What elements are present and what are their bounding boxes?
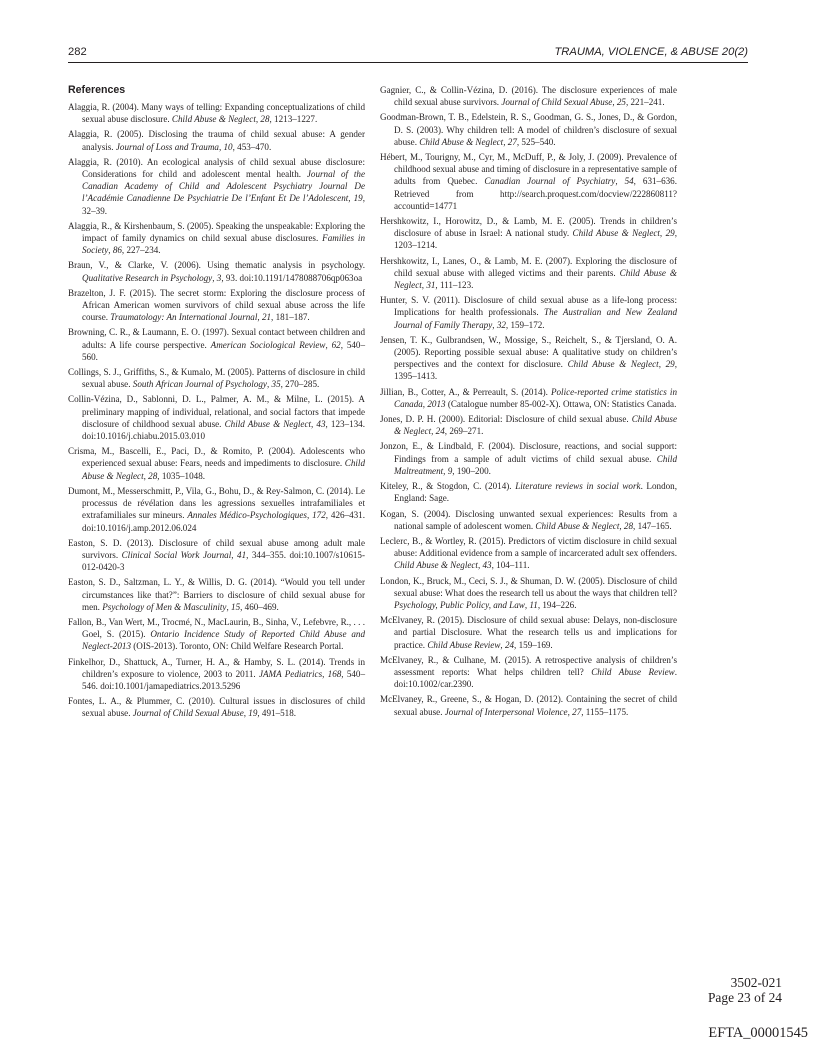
reference-volume: 43	[482, 560, 492, 571]
reference-entry	[380, 255, 677, 292]
reference-text: , 460–469.	[240, 601, 279, 612]
reference-entry	[380, 654, 677, 691]
reference-source: JAMA Pediatrics	[258, 668, 323, 679]
reference-text: ,	[492, 319, 497, 330]
reference-source: Child Abuse & Neglect	[419, 136, 504, 147]
reference-volume: 31	[426, 280, 436, 291]
reference-text: , 123–134. doi:10.1016/j.chiabu.2015.03.010	[82, 418, 365, 442]
reference-source: Psychology of Men & Masculinity	[102, 601, 227, 612]
reference-text: , 190–200.	[452, 465, 491, 476]
reference-entry	[380, 480, 677, 504]
reference-source: Child Abuse & Neglect	[171, 114, 256, 125]
reference-text: Collin-Vézina, D., Sablonni, D. L., Palmer, A. M., & Milne, L. (2015). A preliminary mapping of individual, relational, and social factors that impede disclosure of childhood sexual abuse.	[68, 394, 365, 429]
reference-text: ,	[615, 176, 625, 187]
reference-volume: 3	[216, 272, 222, 283]
reference-text: Leclerc, B., & Wortley, R. (2015). Predictors of victim disclosure in child sexual abuse: Additional evidence from a sample of incarcerated adult sex offenders.	[380, 535, 677, 559]
reference-entry	[380, 693, 677, 717]
header-rule	[68, 62, 748, 63]
reference-source: Child Abuse & Neglect	[82, 458, 365, 481]
reference-volume: 19	[353, 193, 363, 204]
reference-text: ,	[431, 426, 436, 437]
reference-entry	[68, 616, 365, 653]
bates-number: EFTA_00001545	[708, 1025, 808, 1041]
reference-text: ,	[257, 312, 262, 323]
reference-source: Child Abuse & Neglect	[567, 359, 659, 370]
reference-volume: 86	[112, 245, 122, 256]
reference-text: Jensen, T. K., Gulbrandsen, W., Mossige, S., Reichelt, S., & Tjersland, O. A. (2005). Reporting possible sexual abuse: A qualitative study on children’s perspectives and the context for disclosure.	[380, 334, 677, 370]
reference-entry	[68, 259, 365, 283]
reference-text: Jillian, B., Cotter, A., & Perreault, S. (2014).	[380, 386, 551, 397]
reference-text: , 104–111.	[491, 560, 530, 571]
reference-volume: 11	[529, 599, 538, 610]
reference-volume: 9	[447, 465, 453, 476]
reference-source: Psychology, Public Policy, and Law	[394, 599, 525, 610]
reference-entry	[68, 287, 365, 324]
reference-source: Journal of Child Sexual Abuse	[132, 708, 244, 719]
reference-text: McElvaney, R. (2015). Disclosure of child sexual abuse: Delays, non-disclosure and partial Disclosure. What the research tells us and implications for practice.	[380, 615, 677, 650]
reference-text: ,	[659, 228, 666, 239]
reference-text: , 32–39.	[82, 193, 365, 216]
reference-text: Hébert, M., Tourigny, M., Cyr, M., McDuff, P., & Joly, J. (2009). Prevalence of childhood sexual abuse and timing of disclosure in a representative sample of adults from Quebec.	[380, 152, 677, 187]
reference-text: , 1035–1048.	[157, 470, 206, 481]
reference-text: Jones, D. P. H. (2000). Editorial: Disclosure of child sexual abuse.	[380, 414, 632, 425]
reference-text: ,	[348, 193, 354, 204]
reference-text: , 525–540.	[516, 136, 556, 147]
reference-text: , 221–241.	[625, 97, 665, 108]
reference-entry	[68, 576, 365, 613]
reference-text: Kogan, S. (2004). Disclosing unwanted sexual experiences: Results from a national sample of adolescent women.	[380, 508, 677, 531]
reference-text: , 269–271.	[444, 426, 484, 437]
reference-volume: 28	[148, 470, 158, 481]
reference-text: ,	[619, 520, 624, 531]
reference-text: London, K., Bruck, M., Ceci, S. J., & Shuman, D. W. (2005). Disclosure of child sexual abuse: What does the research tell us about the ways that children tell?	[380, 575, 677, 598]
reference-text: ,	[226, 601, 232, 612]
reference-source: Child Abuse Review	[591, 666, 675, 677]
reference-source: Literature reviews in social work	[515, 481, 641, 492]
reference-entry	[380, 575, 677, 612]
reference-entry	[68, 101, 365, 125]
reference-entry	[380, 508, 677, 532]
reference-text: ,	[212, 272, 217, 283]
reference-text: Hershkowitz, I., Horowitz, D., & Lamb, M. E. (2005). Trends in children’s disclosure of abuse in Israel: A national study.	[380, 216, 677, 239]
reference-text: ,	[108, 245, 113, 256]
reference-entry	[380, 84, 677, 108]
reference-volume: 172	[312, 510, 326, 521]
reference-text: Easton, S. D. (2013). Disclosure of child sexual abuse among adult male survivors.	[68, 537, 365, 560]
reference-entry	[380, 294, 677, 331]
reference-text: ,	[325, 339, 332, 350]
reference-source: Clinical Social Work Journal	[121, 549, 232, 560]
reference-text: McElvaney, R., Greene, S., & Hogan, D. (2012). Containing the secret of child sexual abuse.	[380, 694, 677, 717]
reference-text: Alaggia, R., & Kirshenbaum, S. (2005). Speaking the unspeakable: Exploring the impact of family dynamics on child sexual abuse disclosures.	[68, 220, 365, 244]
reference-entry	[68, 366, 365, 390]
reference-source: Qualitative Research in Psychology	[82, 272, 213, 283]
reference-source: Police-reported crime statistics in Canada, 2013	[394, 386, 677, 409]
reference-volume: 24	[504, 639, 515, 650]
reference-text: ,	[231, 549, 238, 560]
reference-entry	[380, 440, 677, 477]
reference-entry	[68, 695, 365, 719]
reference-text: , 270–285.	[280, 379, 320, 390]
running-header	[68, 44, 748, 62]
reference-text: ,	[503, 136, 508, 147]
reference-entry	[380, 614, 677, 651]
reference-entry	[380, 413, 677, 437]
reference-source: Journal of Interpersonal Violence	[444, 706, 568, 717]
reference-text: Browning, C. R., & Laumann, E. O. (1997). Sexual contact between children and adults: A life course perspective.	[68, 327, 365, 350]
reference-volume: 25	[616, 97, 626, 108]
reference-volume: 10	[223, 141, 233, 152]
reference-text: (Catalogue number 85-002-X). Ottawa, ON: Statistics Canada.	[445, 398, 677, 409]
reference-text: ,	[322, 668, 328, 679]
reference-text: ,	[255, 114, 261, 125]
reference-text: ,	[243, 708, 249, 719]
reference-text: ,	[567, 706, 573, 717]
reference-source: Journal of Loss and Trauma	[115, 141, 219, 152]
reference-text: ,	[266, 379, 272, 390]
reference-source: Annales Médico-Psychologiques	[187, 510, 307, 521]
page-count: Page 23 of 24	[707, 989, 782, 1005]
reference-volume: 41	[237, 549, 247, 560]
reference-source: Child Abuse & Neglect	[224, 418, 312, 429]
reference-text: Hershkowitz, I., Lanes, O., & Lamb, M. E. (2007). Exploring the disclosure of child sexual abuse with alleged victims and their parents.	[380, 255, 677, 278]
reference-entry	[68, 656, 365, 693]
reference-source: Families in Society	[82, 233, 365, 256]
reference-volume: 29	[665, 359, 675, 370]
reference-text: ,	[421, 280, 427, 291]
reference-text: Jonzon, E., & Lindbald, F. (2004). Disclosure, reactions, and social support: Findings from a sample of adult victims of child sexual abuse.	[380, 441, 677, 464]
reference-text: , 1213–1227.	[269, 114, 318, 125]
reference-text: (OIS-2013). Toronto, ON: Child Welfare Research Portal.	[131, 641, 344, 652]
reference-text: Brazelton, J. F. (2015). The secret storm: Exploring the disclosure process of African American women survivors of child sexual abuse across the life course.	[68, 287, 365, 323]
reference-entry	[68, 393, 365, 442]
reference-source: Journal of Child Sexual Abuse	[501, 97, 613, 108]
reference-volume: 19	[248, 708, 258, 719]
reference-text: , 181–187.	[271, 312, 310, 323]
reference-source: Child Abuse & Neglect	[535, 520, 620, 531]
reference-source: Child Maltreatment	[394, 453, 677, 476]
reference-text: Easton, S. D., Saltzman, L. Y., & Willis, D. G. (2014). “Would you tell under circumstances like that?”: Barriers to disclosure of child sexual abuse for men.	[68, 577, 365, 612]
reference-volume: 54	[624, 176, 634, 187]
reference-text: , 227–234.	[121, 245, 161, 256]
reference-entry	[380, 151, 677, 212]
reference-text: , 159–169.	[514, 639, 553, 650]
page-number: 282	[68, 46, 87, 58]
reference-text: Dumont, M., Messerschmitt, P., Vila, G., Bohu, D., & Rey-Salmon, C. (2014). Le processus de révélation dans les agressions sexuelles intrafamiliales et extrafamiliales sur mineurs.	[68, 485, 365, 521]
references-heading: References	[68, 84, 126, 96]
reference-text: Goodman-Brown, T. B., Edelstein, R. S., Goodman, G. S., Jones, D., & Gordon, D. S. (2003). Why children tell: A model of children’s disclosure of sexual abuse.	[380, 112, 677, 147]
reference-text: , 453–470.	[232, 141, 272, 152]
reference-entry	[68, 220, 365, 257]
references-column-right	[380, 84, 677, 721]
reference-source: Child Abuse & Neglect	[394, 414, 678, 437]
reference-volume: 35	[271, 379, 281, 390]
reference-text: , 540–546. doi:10.1001/jamapediatrics.2013.5296	[82, 668, 366, 691]
reference-list-left	[68, 101, 365, 720]
journal-title: TRAUMA, VIOLENCE, & ABUSE 20(2)	[554, 46, 748, 58]
reference-text: . London, England: Sage.	[394, 481, 677, 504]
reference-text: ,	[143, 470, 149, 481]
reference-volume: 27	[507, 136, 517, 147]
reference-source: Traumatology: An International Journal	[110, 312, 258, 323]
reference-text: ,	[500, 639, 505, 650]
reference-source: Ontario Incidence Study of Reported Child Abuse and Neglect-2013	[82, 629, 365, 652]
reference-text: ,	[524, 599, 530, 610]
document-stamp	[708, 976, 782, 1005]
reference-text: , 1155–1175.	[581, 706, 629, 717]
reference-volume: 43	[316, 418, 326, 429]
reference-volume: 24	[435, 426, 445, 437]
reference-source: Child Abuse Review	[427, 639, 501, 650]
reference-text: Braun, V., & Clarke, V. (2006). Using thematic analysis in psychology.	[68, 260, 365, 271]
reference-volume: 28	[623, 520, 634, 531]
reference-text: McElvaney, R., & Culhane, M. (2015). A retrospective analysis of children’s assessment reports: What helps children tell?	[380, 654, 677, 677]
reference-volume: 28	[260, 114, 270, 125]
reference-text: , 147–165.	[633, 520, 672, 531]
reference-entry	[380, 386, 677, 410]
reference-volume: 27	[572, 706, 582, 717]
reference-source: Canadian Journal of Psychiatry	[484, 176, 616, 187]
reference-text: Finkelhor, D., Shattuck, A., Turner, H. A., & Hamby, S. L. (2014). Trends in children’s exposure to violence, 2003 to 2011.	[68, 656, 365, 679]
reference-text: ,	[443, 465, 448, 476]
reference-volume: 15	[231, 601, 241, 612]
reference-source: Child Abuse & Neglect	[394, 560, 478, 571]
reference-text: , 631–636. Retrieved from http://search.proquest.com/docview/222860811?accountid=14771	[394, 176, 678, 211]
reference-source: South African Journal of Psychology	[132, 379, 267, 390]
reference-entry	[380, 215, 677, 252]
reference-source: The Australian and New Zealand Journal of Family Therapy	[394, 307, 677, 330]
reference-text: ,	[306, 510, 313, 521]
reference-text: , 194–226.	[537, 599, 577, 610]
reference-text: Collings, S. J., Griffiths, S., & Kumalo, M. (2005). Patterns of disclosure in child sexual abuse.	[68, 367, 365, 390]
reference-text: ,	[612, 97, 617, 108]
reference-volume: 21	[261, 312, 272, 323]
reference-text: , 1203–1214.	[394, 228, 677, 251]
reference-entry	[68, 128, 365, 152]
reference-text: ,	[658, 359, 666, 370]
reference-text: , 93. doi:10.1191/1478088706qp063oa	[221, 272, 363, 283]
reference-text: Kiteley, R., & Stogdon, C. (2014).	[380, 481, 516, 492]
reference-list-right	[380, 84, 677, 718]
reference-text: , 159–172.	[505, 319, 545, 330]
reference-text: Fontes, L. A., & Plummer, C. (2010). Cultural issues in disclosures of child sexual abuse.	[68, 696, 365, 719]
reference-text: . doi:10.1002/car.2390.	[394, 666, 677, 690]
reference-volume: 168	[327, 668, 342, 679]
reference-source: American Sociological Review	[210, 339, 326, 350]
reference-text: Hunter, S. V. (2011). Disclosure of child sexual abuse as a life-long process: Implications for health professionals.	[380, 295, 677, 318]
reference-text: , 1395–1413.	[394, 359, 677, 382]
reference-text: Fallon, B., Van Wert, M., Trocmé, N., MacLaurin, B., Sinha, V., Lefebvre, R., . . . Goel, S. (2015).	[68, 616, 365, 640]
reference-source: Journal of the Canadian Academy of Child and Adolescent Psychiatry Journal De l’Académie Canadienne De Psychiatrie De l’Enfant Et De l’Adolescent	[82, 169, 365, 204]
document-code: 3502-021	[730, 975, 782, 990]
reference-text: ,	[218, 141, 224, 152]
reference-entry	[68, 537, 365, 574]
reference-entry	[68, 156, 365, 217]
reference-entry	[68, 485, 365, 534]
reference-volume: 62	[331, 339, 341, 350]
reference-text: Alaggia, R. (2010). An ecological analysis of child sexual abuse disclosure: Considerations for child and adolescent mental health.	[68, 156, 365, 180]
reference-volume: 32	[496, 319, 506, 330]
reference-entry	[380, 535, 677, 572]
reference-entry	[68, 326, 365, 363]
reference-text: Gagnier, C., & Collin-Vézina, D. (2016). The disclosure experiences of male child sexual abuse survivors.	[380, 85, 677, 108]
reference-entry	[380, 111, 677, 148]
reference-text: ,	[477, 560, 483, 571]
reference-text: , 344–355. doi:10.1007/s10615-012-0420-3	[82, 549, 365, 573]
reference-text: , 540–560.	[82, 339, 366, 362]
reference-text: Alaggia, R. (2005). Disclosing the trauma of child sexual abuse: A gender analysis.	[68, 129, 365, 152]
reference-volume: 29	[665, 228, 675, 239]
references-column-left	[68, 84, 365, 723]
reference-text: , 426–431. doi:10.1016/j.amp.2012.06.024	[82, 510, 365, 533]
reference-text: Crisma, M., Bascelli, E., Paci, D., & Romito, P. (2004). Adolescents who experienced sexual abuse: Fears, needs and impediments to disclosure.	[68, 446, 365, 469]
reference-source: Child Abuse & Neglect	[394, 267, 677, 291]
reference-text: , 111–123.	[435, 280, 474, 291]
reference-source: Child Abuse & Neglect	[572, 228, 660, 239]
reference-text: ,	[311, 418, 317, 429]
reference-text: , 491–518.	[257, 708, 297, 719]
reference-text: Alaggia, R. (2004). Many ways of telling: Expanding conceptualizations of child sexual abuse disclosure.	[68, 102, 365, 125]
reference-entry	[380, 334, 677, 383]
reference-entry	[68, 445, 365, 482]
